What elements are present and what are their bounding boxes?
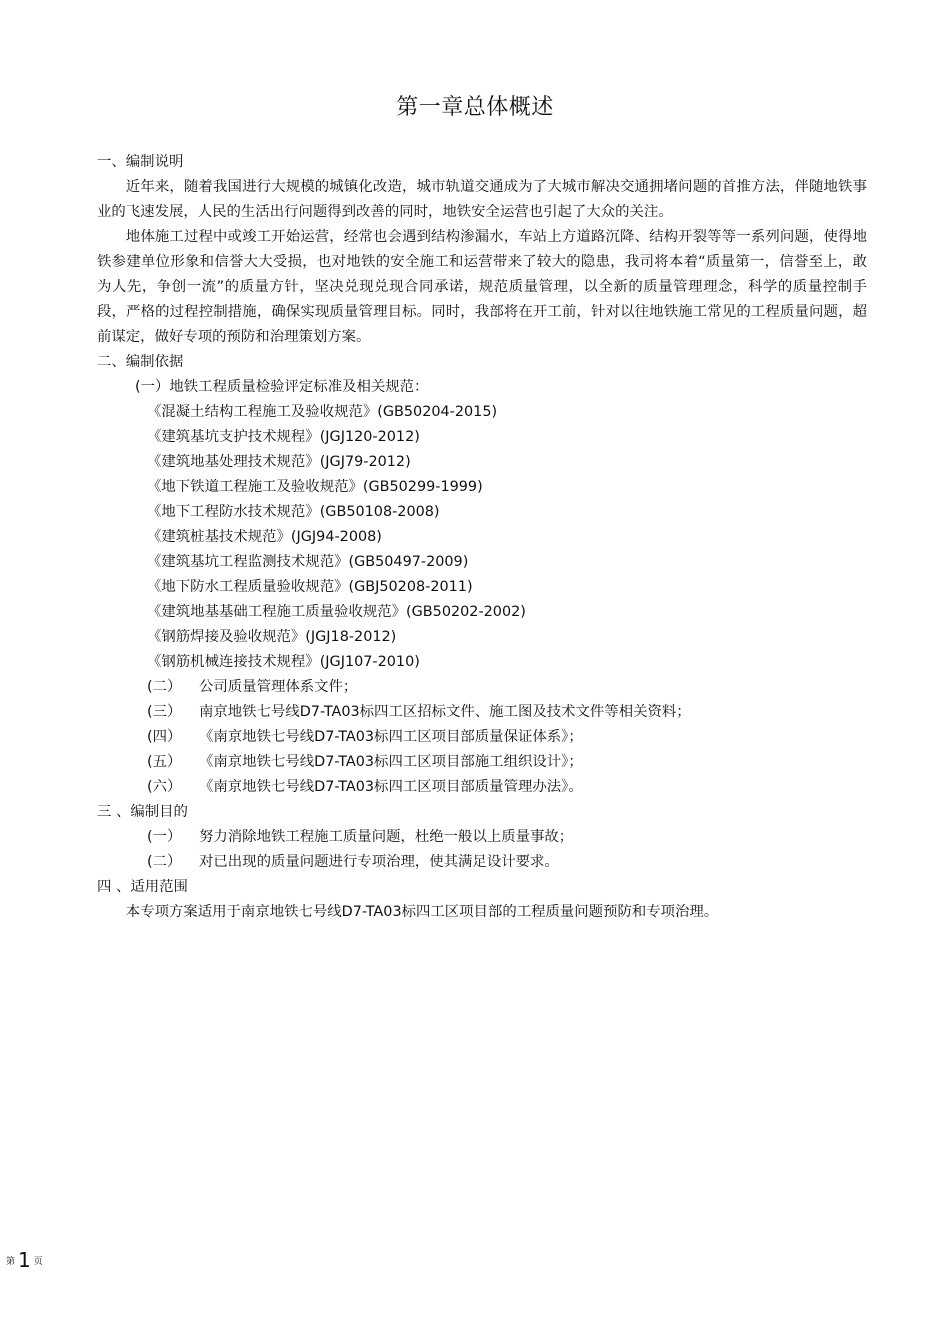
- subsection-standards-heading: (一）地铁工程质量检验评定标准及相关规范：: [135, 379, 429, 395]
- list-item: [97, 775, 867, 800]
- page-number-prefix: 第: [6, 1257, 16, 1267]
- list-item-number: (六）: [147, 779, 182, 795]
- section-heading-4: 四 、适用范围: [97, 879, 188, 895]
- list-item: [97, 850, 867, 875]
- list-item: [97, 750, 867, 775]
- standard-item: 《地下防水工程质量验收规范》(GBJ50208-2011): [147, 579, 473, 595]
- list-item-text: 南京地铁七号线D7-TA03标四工区招标文件、施工图及技术文件等相关资料；: [199, 704, 691, 720]
- paragraph-scope: 本专项方案适用于南京地铁七号线D7-TA03标四工区项目部的工程质量问题预防和专项治理。: [125, 904, 719, 920]
- section-heading-2: 二、编制依据: [97, 354, 184, 370]
- standard-item: 《钢筋机械连接技术规程》(JGJ107-2010): [147, 654, 420, 670]
- page-number: 1: [18, 1248, 31, 1272]
- list-item-number: (二）: [147, 679, 182, 695]
- list-item-text: 《南京地铁七号线D7-TA03标四工区项目部施工组织设计》；: [199, 754, 583, 770]
- list-item: [97, 825, 867, 850]
- list-item: [97, 700, 867, 725]
- standard-item: 《建筑基坑工程监测技术规范》(GB50497-2009): [147, 554, 469, 570]
- standard-item: 《钢筋焊接及验收规范》(JGJ18-2012): [147, 629, 397, 645]
- list-item: [97, 675, 867, 700]
- list-item-text: 《南京地铁七号线D7-TA03标四工区项目部质量保证体系》；: [199, 729, 583, 745]
- standard-item: 《建筑基坑支护技术规程》(JGJ120-2012): [147, 429, 420, 445]
- list-item-text: 努力消除地铁工程施工质量问题，杜绝一般以上质量事故；: [199, 829, 574, 845]
- standard-item: 《建筑地基基础工程施工质量验收规范》(GB50202-2002): [147, 604, 526, 620]
- paragraph-intro-2: 地体施工过程中或竣工开始运营，经常也会遇到结构渗漏水，车站上方道路沉降、结构开裂等等一系列问题，使得地铁参建单位形象和信誉大大受损，也对地铁的安全施工和运营带来了较大的隐患，我司将本着“质量第一，信誉至上，敢为人先，争创一流”的质量方针，坚决兑现兑现合同承诺，规范质量管理，以全新的质量管理理念，科学的质量控制手段，严格的过程控制措施，确保实现质量管理目标。同时，我部将在开工前，针对以往地铁施工常见的工程质量问题，超前谋定，做好专项的预防和治理策划方案。: [97, 229, 867, 345]
- standards-list: [97, 400, 867, 675]
- list-item: [97, 725, 867, 750]
- paragraph-intro-1: 近年来，随着我国进行大规模的城镇化改造，城市轨道交通成为了大城市解决交通拥堵问题的首推方法，伴随地铁事业的飞速发展，人民的生活出行问题得到改善的同时，地铁安全运营也引起了大众的关注。: [97, 179, 867, 220]
- purpose-list: [97, 825, 867, 875]
- list-item-number: (二）: [147, 854, 182, 870]
- standard-item: 《建筑桩基技术规范》(JGJ94-2008): [147, 529, 382, 545]
- section-heading-3: 三 、编制目的: [97, 804, 188, 820]
- list-item-number: (三）: [147, 704, 182, 720]
- list-item-text: 对已出现的质量问题进行专项治理，使其满足设计要求。: [199, 854, 559, 870]
- document-body: [97, 150, 867, 925]
- basis-list: [97, 675, 867, 800]
- standard-item: 《地下铁道工程施工及验收规范》(GB50299-1999): [147, 479, 483, 495]
- list-item-number: (四）: [147, 729, 182, 745]
- standard-item: 《地下工程防水技术规范》(GB50108-2008): [147, 504, 440, 520]
- page-number-suffix: 页: [33, 1257, 43, 1267]
- standard-item: 《建筑地基处理技术规范》(JGJ79-2012): [147, 454, 411, 470]
- standard-item: 《混凝土结构工程施工及验收规范》(GB50204-2015): [147, 404, 498, 420]
- list-item-number: (五）: [147, 754, 182, 770]
- list-item-text: 公司质量管理体系文件；: [199, 679, 358, 695]
- page-footer: [6, 1250, 43, 1272]
- list-item-text: 《南京地铁七号线D7-TA03标四工区项目部质量管理办法》。: [199, 779, 583, 795]
- page-title: 第一章总体概述: [396, 95, 554, 120]
- section-heading-1: 一、编制说明: [97, 154, 184, 170]
- list-item-number: (一）: [147, 829, 182, 845]
